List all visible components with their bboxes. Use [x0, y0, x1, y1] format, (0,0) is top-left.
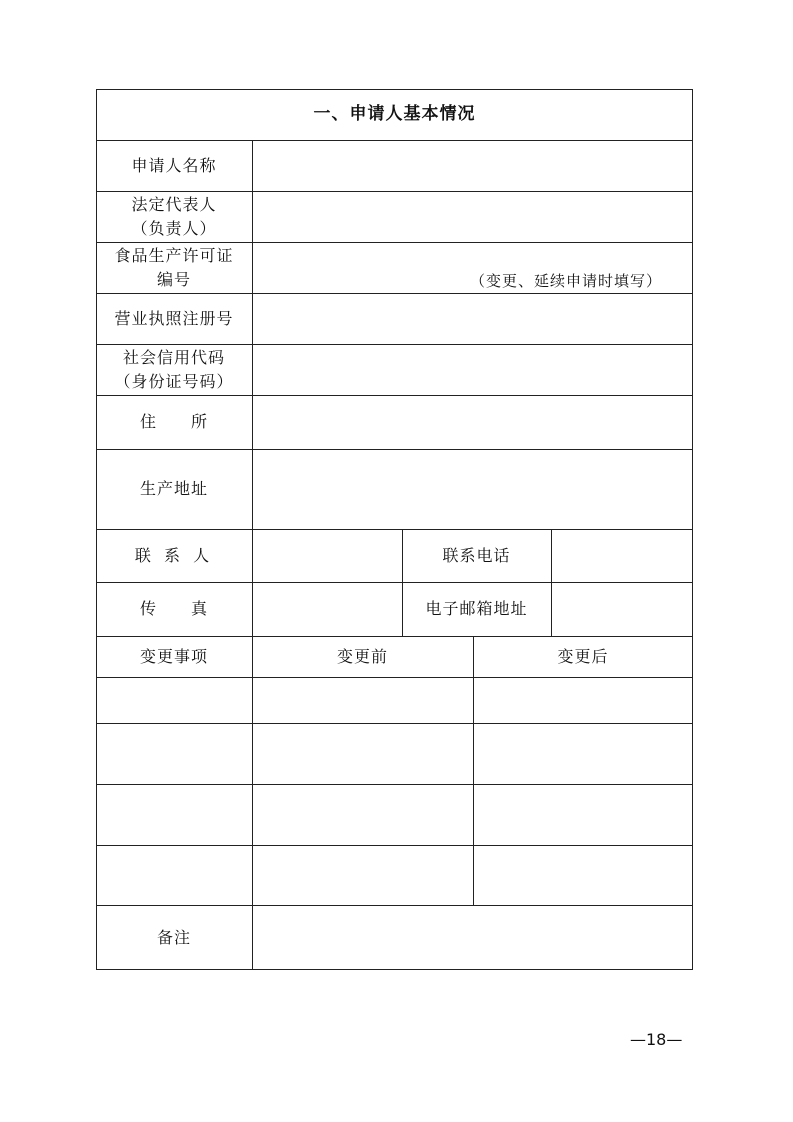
after-change-field[interactable]: [474, 724, 693, 784]
change-item-field[interactable]: [96, 677, 252, 723]
contact-person-label: 联 系 人: [134, 545, 214, 565]
email-field[interactable]: [552, 583, 693, 636]
contact-phone-label: 联系电话: [442, 545, 511, 565]
before-change-field[interactable]: [253, 678, 473, 723]
email-label: 电子邮箱地址: [425, 599, 528, 619]
credit-code-field[interactable]: [253, 345, 693, 395]
credit-code-label-line1: 社会信用代码: [122, 348, 225, 368]
change-item-field[interactable]: [96, 784, 252, 845]
before-change-field[interactable]: [253, 785, 473, 845]
residence-field[interactable]: [253, 396, 693, 449]
after-change-header: 变更后: [557, 646, 609, 666]
fax-label: 传 真: [139, 599, 208, 619]
credit-code-label-line2: （身份证号码）: [114, 371, 234, 391]
remarks-field[interactable]: [253, 906, 693, 970]
business-license-field[interactable]: [253, 294, 693, 344]
license-number-label-line1: 食品生产许可证: [114, 246, 234, 266]
license-number-label: [96, 242, 252, 293]
after-change-field[interactable]: [474, 846, 693, 905]
production-address-field[interactable]: [253, 450, 693, 529]
residence-label: 住 所: [139, 412, 208, 432]
before-change-field[interactable]: [253, 846, 473, 905]
change-item-field[interactable]: [96, 845, 252, 905]
page-number: —18—: [630, 1030, 683, 1049]
after-change-field[interactable]: [474, 678, 693, 723]
section-title: 一、申请人基本情况: [313, 104, 476, 125]
applicant-name-label: 申请人名称: [131, 155, 217, 175]
before-change-field[interactable]: [253, 724, 473, 784]
after-change-field[interactable]: [474, 785, 693, 845]
remarks-label: 备注: [156, 927, 191, 947]
license-number-note: （变更、延续申请时填写）: [470, 272, 663, 290]
legal-representative-field[interactable]: [253, 192, 693, 242]
legal-representative-label-line2: （负责人）: [131, 218, 217, 238]
applicant-name-field[interactable]: [253, 141, 693, 191]
legal-representative-label: [96, 191, 252, 242]
legal-representative-label-line1: 法定代表人: [131, 195, 217, 215]
production-address-label: 生产地址: [139, 479, 208, 499]
fax-field[interactable]: [253, 583, 402, 636]
contact-person-field[interactable]: [253, 530, 402, 582]
change-items-header: 变更事项: [139, 646, 208, 666]
change-item-field[interactable]: [96, 723, 252, 784]
license-number-label-line2: 编号: [156, 269, 191, 289]
credit-code-label: [96, 344, 252, 395]
before-change-header: 变更前: [336, 646, 388, 666]
contact-phone-field[interactable]: [552, 530, 693, 582]
business-license-label: 营业执照注册号: [114, 308, 234, 328]
